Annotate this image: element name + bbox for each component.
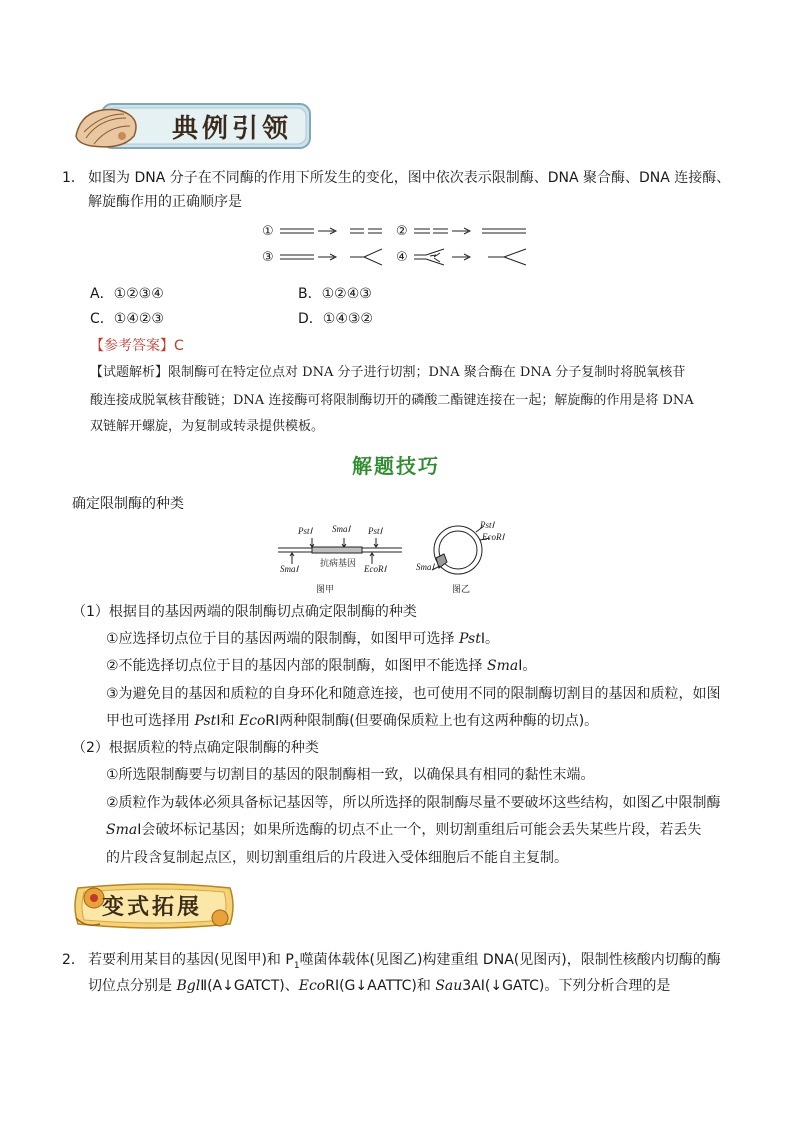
figure-caption: 图乙	[452, 584, 471, 594]
analysis-label: 【试题解析】	[90, 365, 169, 380]
tips-item	[106, 820, 701, 840]
dna-enzyme-diagram	[258, 222, 540, 272]
tips-item	[106, 629, 499, 649]
diagram-label: ②	[396, 224, 408, 239]
tips-heading: （2）根据质粒的特点确定限制酶的种类	[72, 740, 319, 756]
question-text: 若要利用某目的基因(见图甲)和 P	[88, 952, 294, 968]
figure-caption: 图甲	[316, 584, 335, 594]
tips-item	[106, 711, 598, 731]
tips-item-text: Ⅰ会破坏标记基因；如果所选酶的切点不止一个，则切割重组后可能会丢失某些片段，若丢失	[137, 822, 702, 838]
tips-item-text: Ⅰ。	[480, 631, 499, 647]
tips-heading: （1）根据目的基因两端的限制酶切点确定限制酶的种类	[72, 604, 417, 620]
dna-arrows-drawing	[258, 222, 540, 272]
question-number: 2．	[62, 952, 85, 968]
tips-subtitle: 确定限制酶的种类	[72, 496, 184, 512]
analysis-text: 限制酶可在特定位点对 DNA 分子进行切割；DNA 聚合酶在 DNA 分子复制时将脱氧核苷	[168, 365, 686, 380]
tips-item-text: 甲也可选择用	[106, 713, 195, 729]
figure-label: 抗病基因	[320, 558, 357, 568]
question-text: RⅠ(G↓AATTC)和	[325, 978, 436, 994]
tips-item-text: ①应选择切点位于目的基因两端的限制酶，如图甲可选择	[106, 631, 459, 647]
question-text: 噬菌体载体(见图乙)构建重组 DNA(见图丙)，限制性核酸内切酶的酶	[299, 952, 721, 968]
section-banner-variants	[70, 878, 238, 934]
option-c: C．①④②③	[90, 311, 164, 327]
option-b: B．①②④③	[298, 286, 372, 302]
enzyme-name: Eco	[238, 713, 266, 729]
figure-label: SmaⅠ	[280, 564, 299, 574]
answer-line	[90, 336, 184, 356]
question-stem-line	[88, 950, 721, 976]
figure-label: PstⅠ	[480, 520, 495, 530]
diagram-label: ①	[262, 224, 274, 239]
figure-yi	[414, 518, 524, 594]
figure-label: SmaⅠ	[416, 562, 435, 572]
figure-label: EcoRⅠ	[482, 532, 505, 542]
subscript: 1	[293, 960, 300, 971]
question-number: 1．	[62, 170, 85, 186]
figure-jia	[276, 522, 406, 594]
tips-item: 的片段含复制起点区，则切割重组后的片段进入受体细胞后不能自主复制。	[106, 850, 568, 866]
tips-item-text: Ⅰ和	[216, 713, 239, 729]
tips-item-text: ②不能选择切点位于目的基因内部的限制酶，如图甲不能选择	[106, 658, 487, 674]
question-text: 切位点分别是	[88, 978, 177, 994]
answer-label: 【参考答案】	[90, 338, 174, 354]
enzyme-name: Sma	[487, 658, 519, 674]
enzyme-name: Sma	[106, 822, 138, 838]
diagram-label: ③	[262, 250, 274, 265]
tips-item-text: Ⅰ。	[518, 658, 537, 674]
question-stem-line: 解旋酶作用的正确顺序是	[88, 194, 242, 210]
option-a: A．①②③④	[90, 286, 164, 302]
answer-value: C	[174, 338, 184, 354]
figure-label: PstⅠ	[368, 526, 383, 536]
section-banner-examples	[72, 96, 314, 154]
tips-item-text: RⅠ两种限制酶(但要确保质粒上也有这两种酶的切点)。	[265, 713, 599, 729]
figure-label: PstⅠ	[298, 526, 313, 536]
analysis-line	[90, 363, 685, 383]
tips-item	[106, 656, 536, 676]
question-text: 3AⅠ(↓GATC)。下列分析合理的是	[462, 978, 671, 994]
figure-label: SmaⅠ	[332, 524, 351, 534]
enzyme-name: Pst	[459, 631, 481, 647]
section-title: 典例引领	[172, 114, 293, 144]
enzyme-name: Pst	[194, 713, 217, 729]
tips-item: ①所选限制酶要与切割目的基因的限制酶相一致，以确保具有相同的黏性末端。	[106, 767, 595, 783]
question-stem-line: 如图为 DNA 分子在不同酶的作用下所发生的变化，图中依次表示限制酶、DNA 聚合酶、DNA 连接酶、	[88, 170, 731, 186]
figure-label: EcoRⅠ	[364, 564, 387, 574]
diagram-label: ④	[396, 250, 408, 265]
analysis-line: 双链解开螺旋，为复制或转录提供模板。	[90, 419, 325, 434]
enzyme-name: Sau	[435, 978, 463, 994]
analysis-line: 酸连接成脱氧核苷酸链；DNA 连接酶可将限制酶切开的磷酸二酯键连接在一起；解旋酶的作用是将 DNA	[90, 393, 694, 408]
question-stem-line	[88, 976, 670, 996]
section-title: 变式拓展	[102, 894, 203, 920]
option-d: D．①④③②	[298, 311, 373, 327]
enzyme-name: Eco	[298, 978, 326, 994]
enzyme-name: Bgl	[176, 978, 201, 994]
tips-title: 解题技巧	[352, 454, 440, 478]
tips-item: ③为避免目的基因和质粒的自身环化和随意连接，也可使用不同的限制酶切割目的基因和质粒，如图	[106, 686, 721, 702]
question-text: Ⅱ(A↓GATCT)、	[200, 978, 299, 994]
tips-item: ②质粒作为载体必须具备标记基因等，所以所选择的限制酶尽量不要破坏这些结构，如图乙中限制酶	[106, 795, 721, 811]
